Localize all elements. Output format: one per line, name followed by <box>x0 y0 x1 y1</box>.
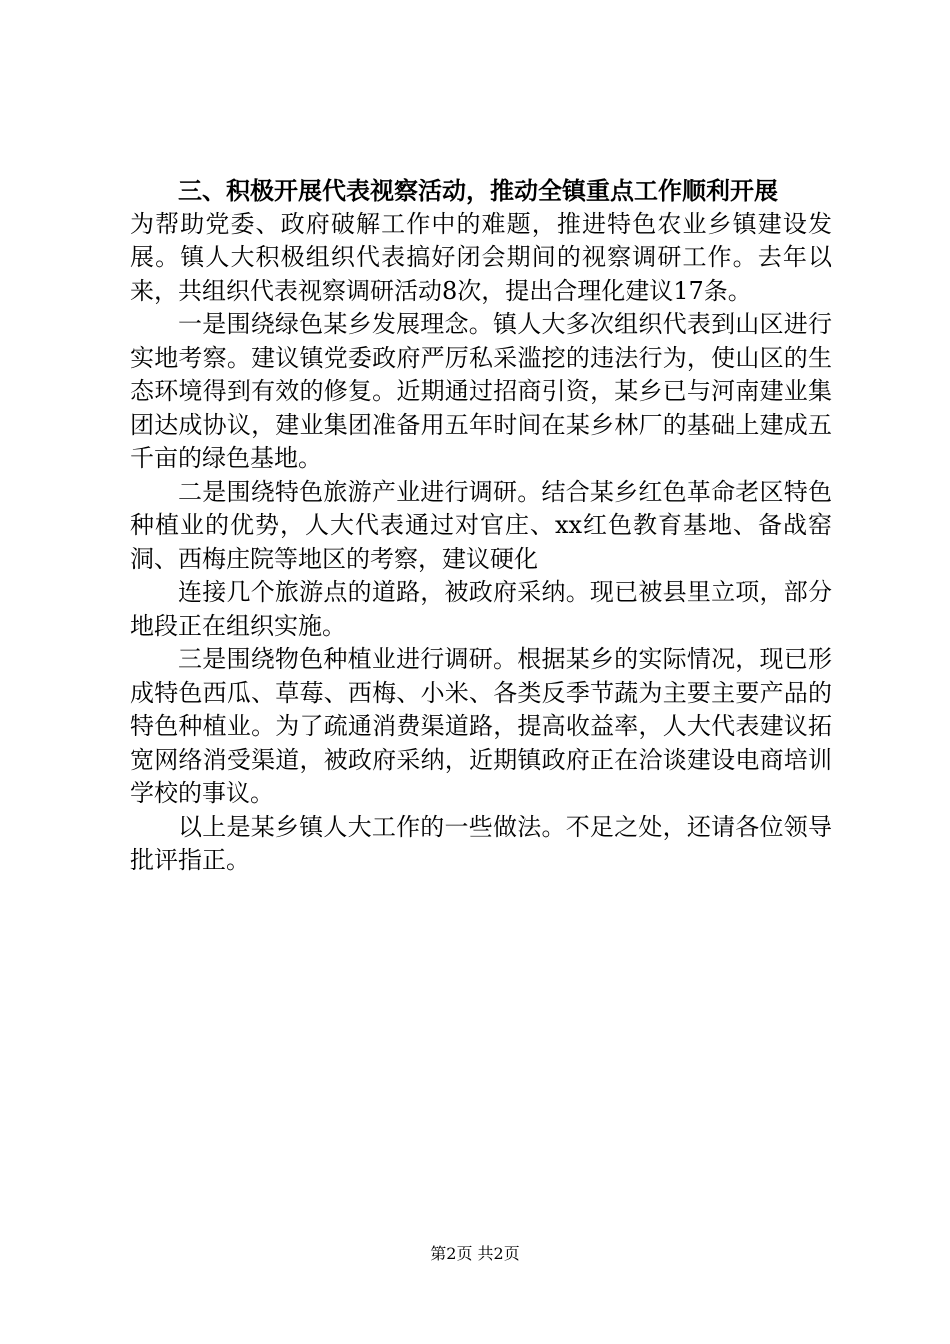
paragraph-closing: 以上是某乡镇人大工作的一些做法。不足之处，还请各位领导批评指正。 <box>130 812 832 874</box>
paragraph-green-development: 一是围绕绿色某乡发展理念。镇人大多次组织代表到山区进行实地考察。建议镇党委政府严厉私采滥挖的违法行为，使山区的生态环境得到有效的修复。近期通过招商引资，某乡已与河南建业集团达成协议，建业集团准备用五年时间在某乡林厂的基础上建成五千亩的绿色基地。 <box>130 310 832 472</box>
section-heading: 三、积极开展代表视察活动，推动全镇重点工作顺利开展 <box>178 176 778 205</box>
paragraph-planting-industry: 三是围绕物色种植业进行调研。根据某乡的实际情况，现已形成特色西瓜、草莓、西梅、小米、各类反季节蔬为主要主要产品的特色种植业。为了疏通消费渠道路，提高收益率，人大代表建议拓宽网络消受渠道，被政府采纳，近期镇政府正在洽谈建设电商培训学校的事议。 <box>130 645 832 807</box>
paragraph-intro: 为帮助党委、政府破解工作中的难题，推进特色农业乡镇建设发展。镇人大积极组织代表搞好闭会期间的视察调研工作。去年以来，共组织代表视察调研活动8次，提出合理化建议17条。 <box>130 209 832 305</box>
document-body <box>130 174 832 878</box>
paragraph-tourism-research: 二是围绕特色旅游产业进行调研。结合某乡红色革命老区特色种植业的优势，人大代表通过对官庄、xx红色教育基地、备战窑洞、西梅庄院等地区的考察，建议硬化 <box>130 477 832 573</box>
page-number-label: 第2页 共2页 <box>430 1244 520 1263</box>
paragraph-tourism-roads: 连接几个旅游点的道路，被政府采纳。现已被县里立项，部分地段正在组织实施。 <box>130 578 832 640</box>
page-footer <box>0 1244 950 1264</box>
